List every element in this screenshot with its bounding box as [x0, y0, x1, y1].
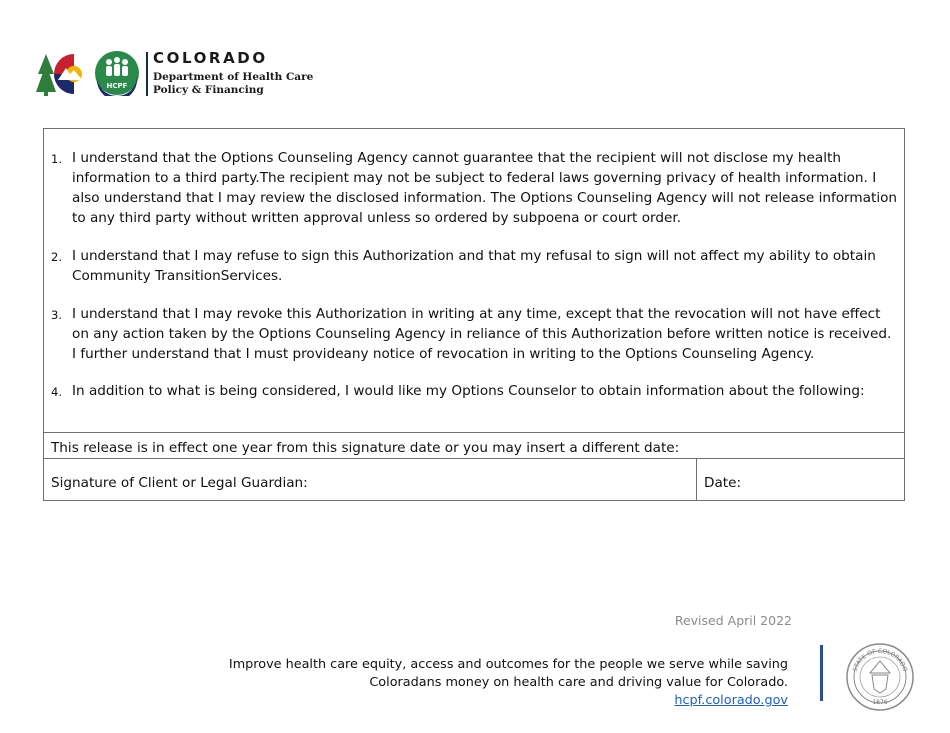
item-text: I understand that the Options Counseling Agency cannot guarantee that the recipient will not disclose my health information to a third party.The recipient may not be subject to federal laws governing privacy of health information. I also understand that I may review the disclosed information. The Options Counseling Agency will not release information to any third party without written approval unless so ordered by subpoena or court order.	[72, 150, 898, 226]
item-text: In addition to what is being considered, I would like my Options Counselor to obtain information about the following:	[72, 383, 865, 399]
hcpf-family-logo-icon	[94, 50, 140, 96]
website-link[interactable]: hcpf.colorado.gov	[674, 693, 788, 708]
signature-divider	[696, 459, 697, 501]
item-text: I understand that I may refuse to sign this Authorization and that my refusal to sign will not affect my ability to obtain Community TransitionServices.	[72, 248, 876, 284]
list-item	[44, 148, 904, 228]
colorado-flag-logo-icon	[36, 50, 96, 98]
department-name	[153, 71, 313, 97]
department-line-2: Policy & Financing	[153, 84, 264, 96]
item-number: 3.	[51, 308, 62, 322]
date-label: Date:	[704, 475, 742, 491]
mission-line-2: Coloradans money on health care and driving value for Colorado.	[369, 675, 788, 690]
state-seal-icon	[846, 643, 914, 711]
footer-mission	[229, 656, 788, 710]
seal-text: STATE OF COLORADO	[851, 647, 909, 673]
header	[36, 48, 336, 100]
department-line-1: Department of Health Care	[153, 71, 314, 83]
list-item	[44, 381, 904, 401]
item-number: 4.	[51, 385, 62, 399]
signature-label: Signature of Client or Legal Guardian:	[51, 475, 308, 491]
item-text: I understand that I may revoke this Authorization in writing at any time, except that the revocation will not have effect on any action taken by the Options Counseling Agency in reliance of this Authorization before written notice is received. I further understand that I must provideany notice of revocation in writing to the Options Counseling Agency.	[72, 306, 892, 362]
signature-row	[44, 458, 904, 502]
list-item	[44, 304, 904, 364]
header-divider	[146, 52, 148, 96]
release-text: This release is in effect one year from this signature date or you may insert a different date:	[51, 440, 680, 456]
seal-year: 1876	[872, 699, 888, 706]
item-number: 1.	[51, 152, 62, 166]
mission-line-1: Improve health care equity, access and outcomes for the people we serve while saving	[228, 657, 788, 672]
list-item	[44, 246, 904, 286]
release-date-row[interactable]	[44, 432, 904, 459]
org-name: COLORADO	[153, 49, 268, 67]
authorization-form	[43, 128, 905, 501]
logo-badge-text: HCPF	[106, 82, 128, 90]
item-number: 2.	[51, 250, 62, 264]
terms-list	[44, 129, 904, 433]
footer-accent-bar	[820, 645, 823, 701]
revised-date: Revised April 2022	[674, 613, 792, 628]
